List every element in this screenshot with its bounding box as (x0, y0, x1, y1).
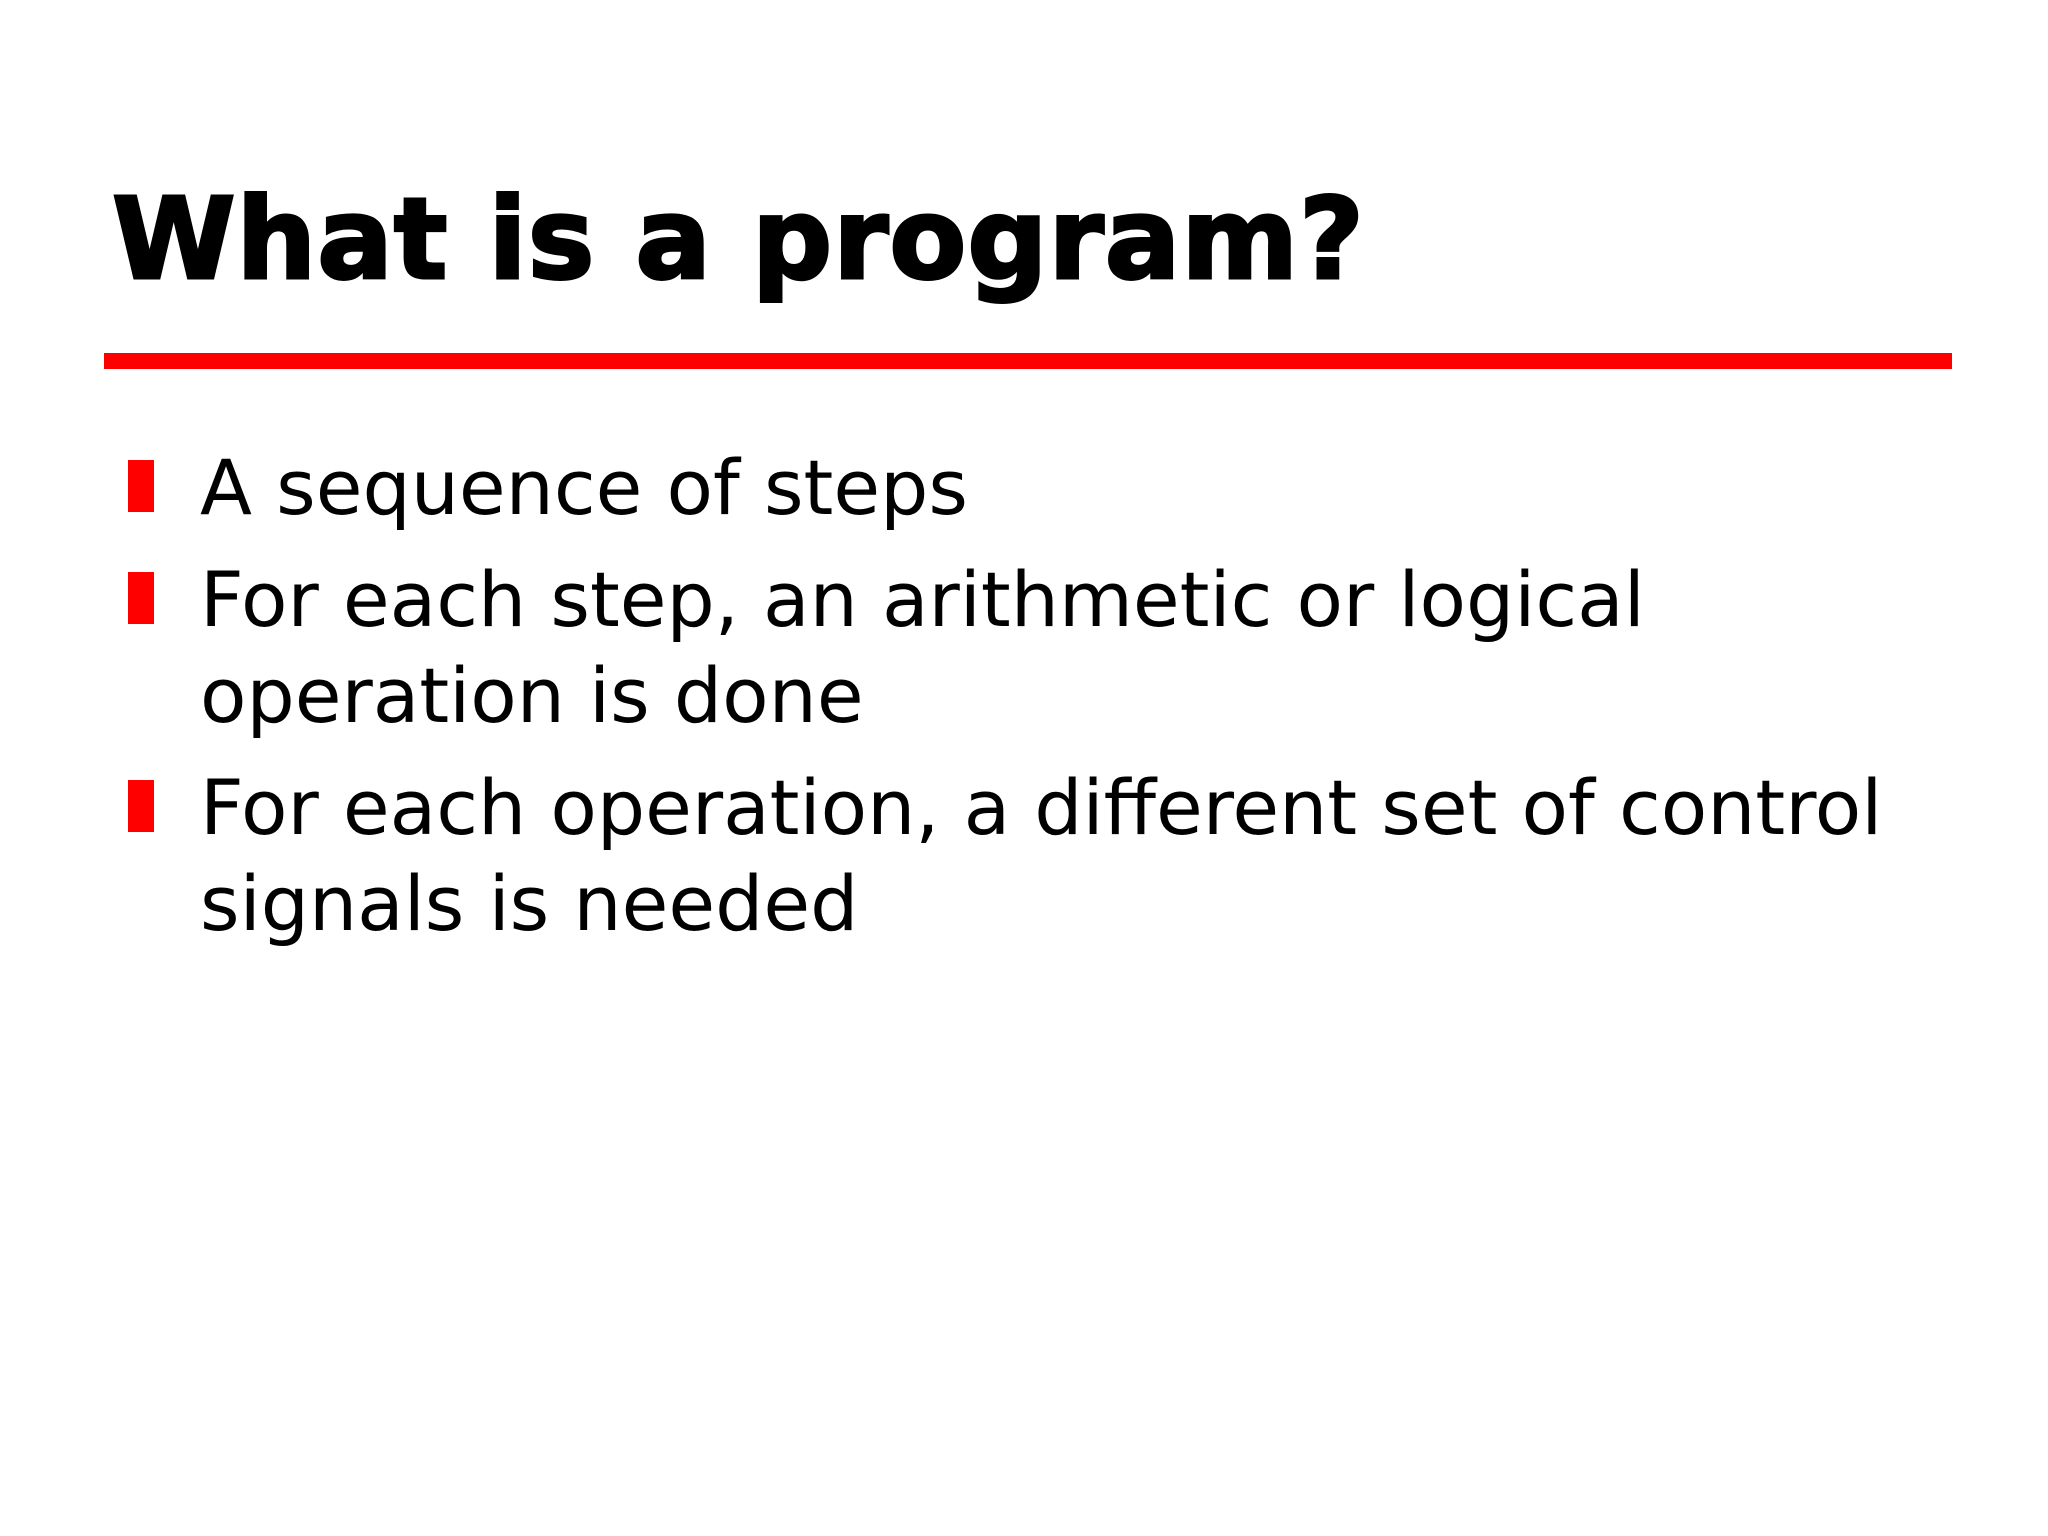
title-underline-rule (104, 353, 1952, 369)
bullet-item (0, 760, 1920, 952)
red-bar-bullet-icon (128, 780, 154, 832)
bullet-text: A sequence of steps (200, 443, 968, 532)
bullet-item (0, 552, 1920, 744)
bullet-list (0, 440, 2048, 968)
slide-title: What is a program? (112, 175, 1366, 305)
bullet-text: For each operation, a different set of control signals is needed (200, 763, 1883, 948)
red-bar-bullet-icon (128, 460, 154, 512)
red-bar-bullet-icon (128, 572, 154, 624)
bullet-text: For each step, an arithmetic or logical operation is done (200, 555, 1645, 740)
bullet-item (0, 440, 1920, 536)
